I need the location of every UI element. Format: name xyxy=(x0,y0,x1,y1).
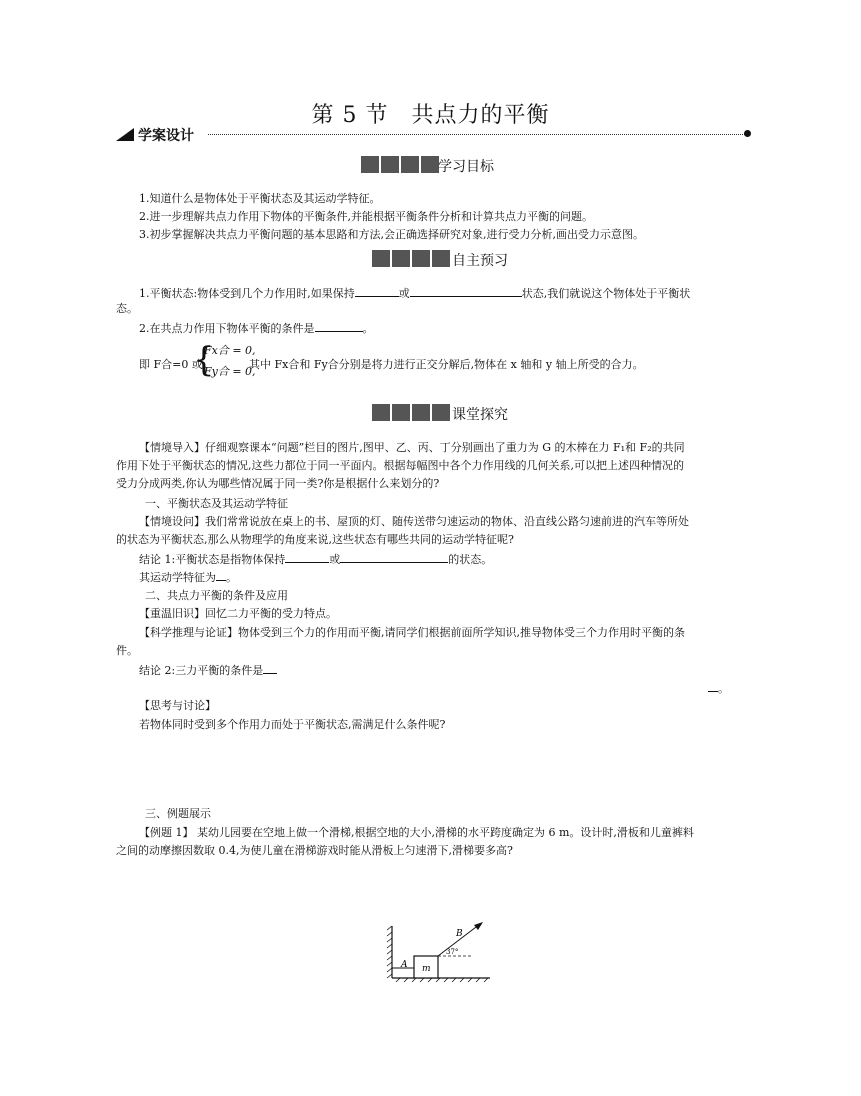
section-header-explore xyxy=(372,404,532,424)
force-diagram xyxy=(384,918,494,984)
header-blocks xyxy=(372,404,450,421)
blank[interactable] xyxy=(708,680,718,692)
blank[interactable] xyxy=(355,285,399,297)
section-title-goals: 学习目标 xyxy=(438,159,494,175)
heading-2: 二、共点力平衡的条件及应用 xyxy=(145,589,288,602)
blank[interactable] xyxy=(315,320,363,332)
label-m: m xyxy=(422,964,431,974)
blank[interactable] xyxy=(410,285,522,297)
conclusion-1: 结论 1:平衡状态是指物体保持 或 的状态。 xyxy=(139,553,493,566)
equation-suffix: 其中 Fx合和 Fy合分别是将力进行正交分解后,物体在 x 轴和 y 轴上所受的合力。 xyxy=(249,358,644,371)
question-line-1: 【情境设问】我们常常说放在桌上的书、屋顶的灯、随传送带匀速运动的物体、沿直线公路匀速前进的汽车等所处 xyxy=(139,515,689,528)
preview-item-2: 2.在共点力作用下物体平衡的条件是 。 xyxy=(139,322,374,335)
example-line-2: 之间的动摩擦因数取 0.4,为使儿童在滑梯游戏时能从滑板上匀速滑下,滑梯要多高? xyxy=(116,844,513,857)
label-a: A xyxy=(401,960,408,970)
header-blocks xyxy=(372,250,450,267)
equation-y: Fy合 = 0, xyxy=(204,365,256,378)
intro-line-3: 受力分成两类,你认为哪些情况属于同一类?你是根据什么来划分的? xyxy=(116,477,440,490)
banner-label: 学案设计 xyxy=(138,128,194,144)
think-title: 【思考与讨论】 xyxy=(139,699,216,712)
goal-3: 3.初步掌握解决共点力平衡问题的基本思路和方法,会正确选择研究对象,进行受力分析,画出受力示意图。 xyxy=(139,228,644,241)
blank[interactable] xyxy=(216,569,226,581)
reasoning-line-2: 件。 xyxy=(116,644,138,657)
goal-1: 1.知道什么是物体处于平衡状态及其运动学特征。 xyxy=(139,192,381,205)
preview-item-1-cont: 态。 xyxy=(116,302,138,315)
goal-2: 2.进一步理解共点力作用下物体的平衡条件,并能根据平衡条件分析和计算共点力平衡的问题。 xyxy=(139,210,593,223)
blank[interactable] xyxy=(340,551,448,563)
conclusion-2-end: 。 xyxy=(708,680,729,697)
section-header-goals xyxy=(361,156,521,176)
review-line: 【重温旧识】回忆二力平衡的受力特点。 xyxy=(139,607,337,620)
section-title-preview: 自主预习 xyxy=(452,253,508,269)
section-header-preview xyxy=(372,250,532,270)
triangle-icon xyxy=(116,128,134,141)
example-line-1: 【例题 1】 某幼儿园要在空地上做一个滑梯,根据空地的大小,滑梯的水平跨度确定为 6 m。设计时,滑板和儿童裤料 xyxy=(139,826,694,839)
section-banner xyxy=(116,126,751,144)
dot-icon xyxy=(744,130,751,137)
intro-line-1: 【情境导入】仔细观察课本“问题”栏目的图片,图甲、乙、丙、丁分别画出了重力为 G 的木棒在力 F₁和 F₂的共同 xyxy=(139,441,685,454)
header-blocks xyxy=(361,156,439,173)
preview-item-1: 1.平衡状态:物体受到几个力作用时,如果保持 或 状态,我们就说这个物体处于平衡状 xyxy=(139,287,691,300)
reasoning-line-1: 【科学推理与论证】物体受到三个力的作用而平衡,请同学们根据前面所学知识,推导物体受三个力作用时平衡的条 xyxy=(139,626,685,639)
blank[interactable] xyxy=(263,662,277,674)
brace-icon: { xyxy=(193,340,215,380)
intro-line-2: 作用下处于平衡状态的情况,这些力都位于同一平面内。根据每幅图中各个力作用线的几何关系,可以把上述四种情况的 xyxy=(116,459,684,472)
page-title: 第 5 节 共点力的平衡 xyxy=(311,103,550,128)
angle-label: 37° xyxy=(446,948,459,956)
blank[interactable] xyxy=(285,551,329,563)
equation-prefix: 即 F合=0 或 xyxy=(139,358,203,371)
question-line-2: 的状态为平衡状态,那么从物理学的角度来说,这些状态有哪些共同的运动学特征呢? xyxy=(116,533,514,546)
heading-3: 三、例题展示 xyxy=(145,807,211,820)
label-b: B xyxy=(456,929,463,939)
conclusion-1-feature: 其运动学特征为 。 xyxy=(139,571,237,584)
dotted-rule xyxy=(208,134,745,135)
equation-x: Fx合 = 0, xyxy=(204,344,256,357)
conclusion-2: 结论 2:三力平衡的条件是 xyxy=(139,662,277,679)
heading-1: 一、平衡状态及其运动学特征 xyxy=(145,497,288,510)
section-title-explore: 课堂探究 xyxy=(452,407,508,423)
think-question: 若物体同时受到多个作用力而处于平衡状态,需满足什么条件呢? xyxy=(139,718,446,731)
